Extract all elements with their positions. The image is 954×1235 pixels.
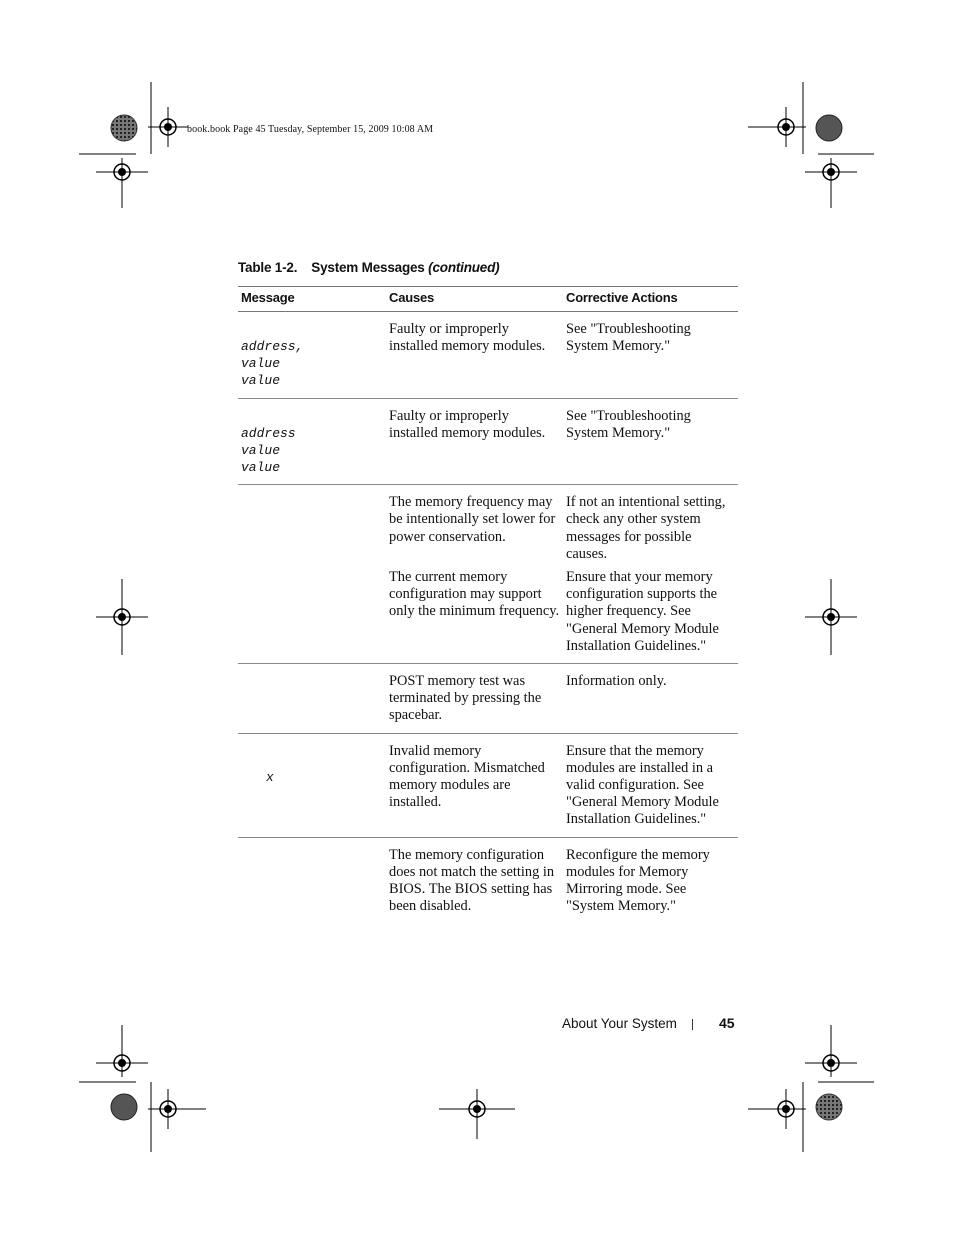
slug-line: book.book Page 45 Tuesday, September 15, 2009 10:08 AM — [187, 124, 434, 135]
actions-cell: Ensure that your memory configuration supports the higher frequency. See "General Memory Module Installation Guidelines." — [563, 569, 738, 664]
causes-cell: Faulty or improperly installed memory modules. — [386, 312, 563, 399]
causes-cell: Invalid memory configuration. Mismatched memory modules are installed. — [386, 733, 563, 837]
message-token: address, — [241, 339, 304, 354]
table-number: Table 1-2. — [238, 260, 298, 275]
table-header-row — [238, 287, 738, 312]
actions-cell: See "Troubleshooting System Memory." — [563, 312, 738, 399]
footer-divider — [692, 1019, 693, 1030]
header-actions: Corrective Actions — [563, 287, 738, 312]
page-number: 45 — [719, 1015, 735, 1031]
actions-cell: Reconfigure the memory modules for Memory Mirroring mode. See "System Memory." — [566, 846, 710, 915]
starburst-target — [111, 1094, 137, 1120]
causes-cell: Faulty or improperly installed memory modules. — [386, 398, 563, 485]
causes-cell: POST memory test was terminated by pressing the spacebar. — [386, 664, 563, 734]
table-row — [238, 485, 738, 569]
message-cell — [238, 733, 386, 837]
message-token: value — [241, 373, 281, 389]
footer-section-title: About Your System — [562, 1016, 677, 1031]
table-continued: (continued) — [428, 260, 500, 275]
system-messages-table — [238, 286, 738, 923]
table-row — [238, 733, 738, 837]
table-row — [238, 312, 738, 399]
header-message: Message — [238, 287, 386, 312]
actions-cell: Information only. — [563, 664, 738, 734]
header-causes: Causes — [386, 287, 563, 312]
table-row — [238, 398, 738, 485]
actions-cell: See "Troubleshooting System Memory." — [563, 398, 738, 485]
actions-cell: Ensure that the memory modules are installed in a valid configuration. See "General Memory Module Installation Guidelines." — [563, 733, 738, 837]
message-token: value — [241, 460, 281, 476]
causes-cell: The memory configuration does not match the setting in BIOS. The BIOS setting has been disabled. — [389, 846, 555, 915]
message-cell — [238, 398, 386, 485]
table-caption — [238, 260, 499, 275]
table-row — [238, 837, 738, 923]
message-token: address — [241, 425, 296, 441]
message-cell — [238, 664, 386, 734]
table-row — [238, 664, 738, 734]
causes-cell: The memory frequency may be intentionally set lower for power conservation. — [389, 494, 556, 545]
actions-cell: If not an intentional setting, check any other system messages for possible causes. — [566, 494, 726, 562]
message-cell — [238, 485, 386, 664]
message-cell — [238, 312, 386, 399]
message-token: x — [266, 769, 274, 785]
message-token: value — [241, 442, 281, 458]
message-token: value — [241, 356, 281, 372]
causes-cell: The current memory configuration may support only the minimum frequency. — [386, 569, 563, 664]
starburst-target — [816, 115, 842, 141]
message-cell — [238, 837, 386, 923]
starburst-target — [111, 115, 137, 141]
starburst-target — [816, 1094, 842, 1120]
table-title: System Messages — [311, 260, 425, 275]
